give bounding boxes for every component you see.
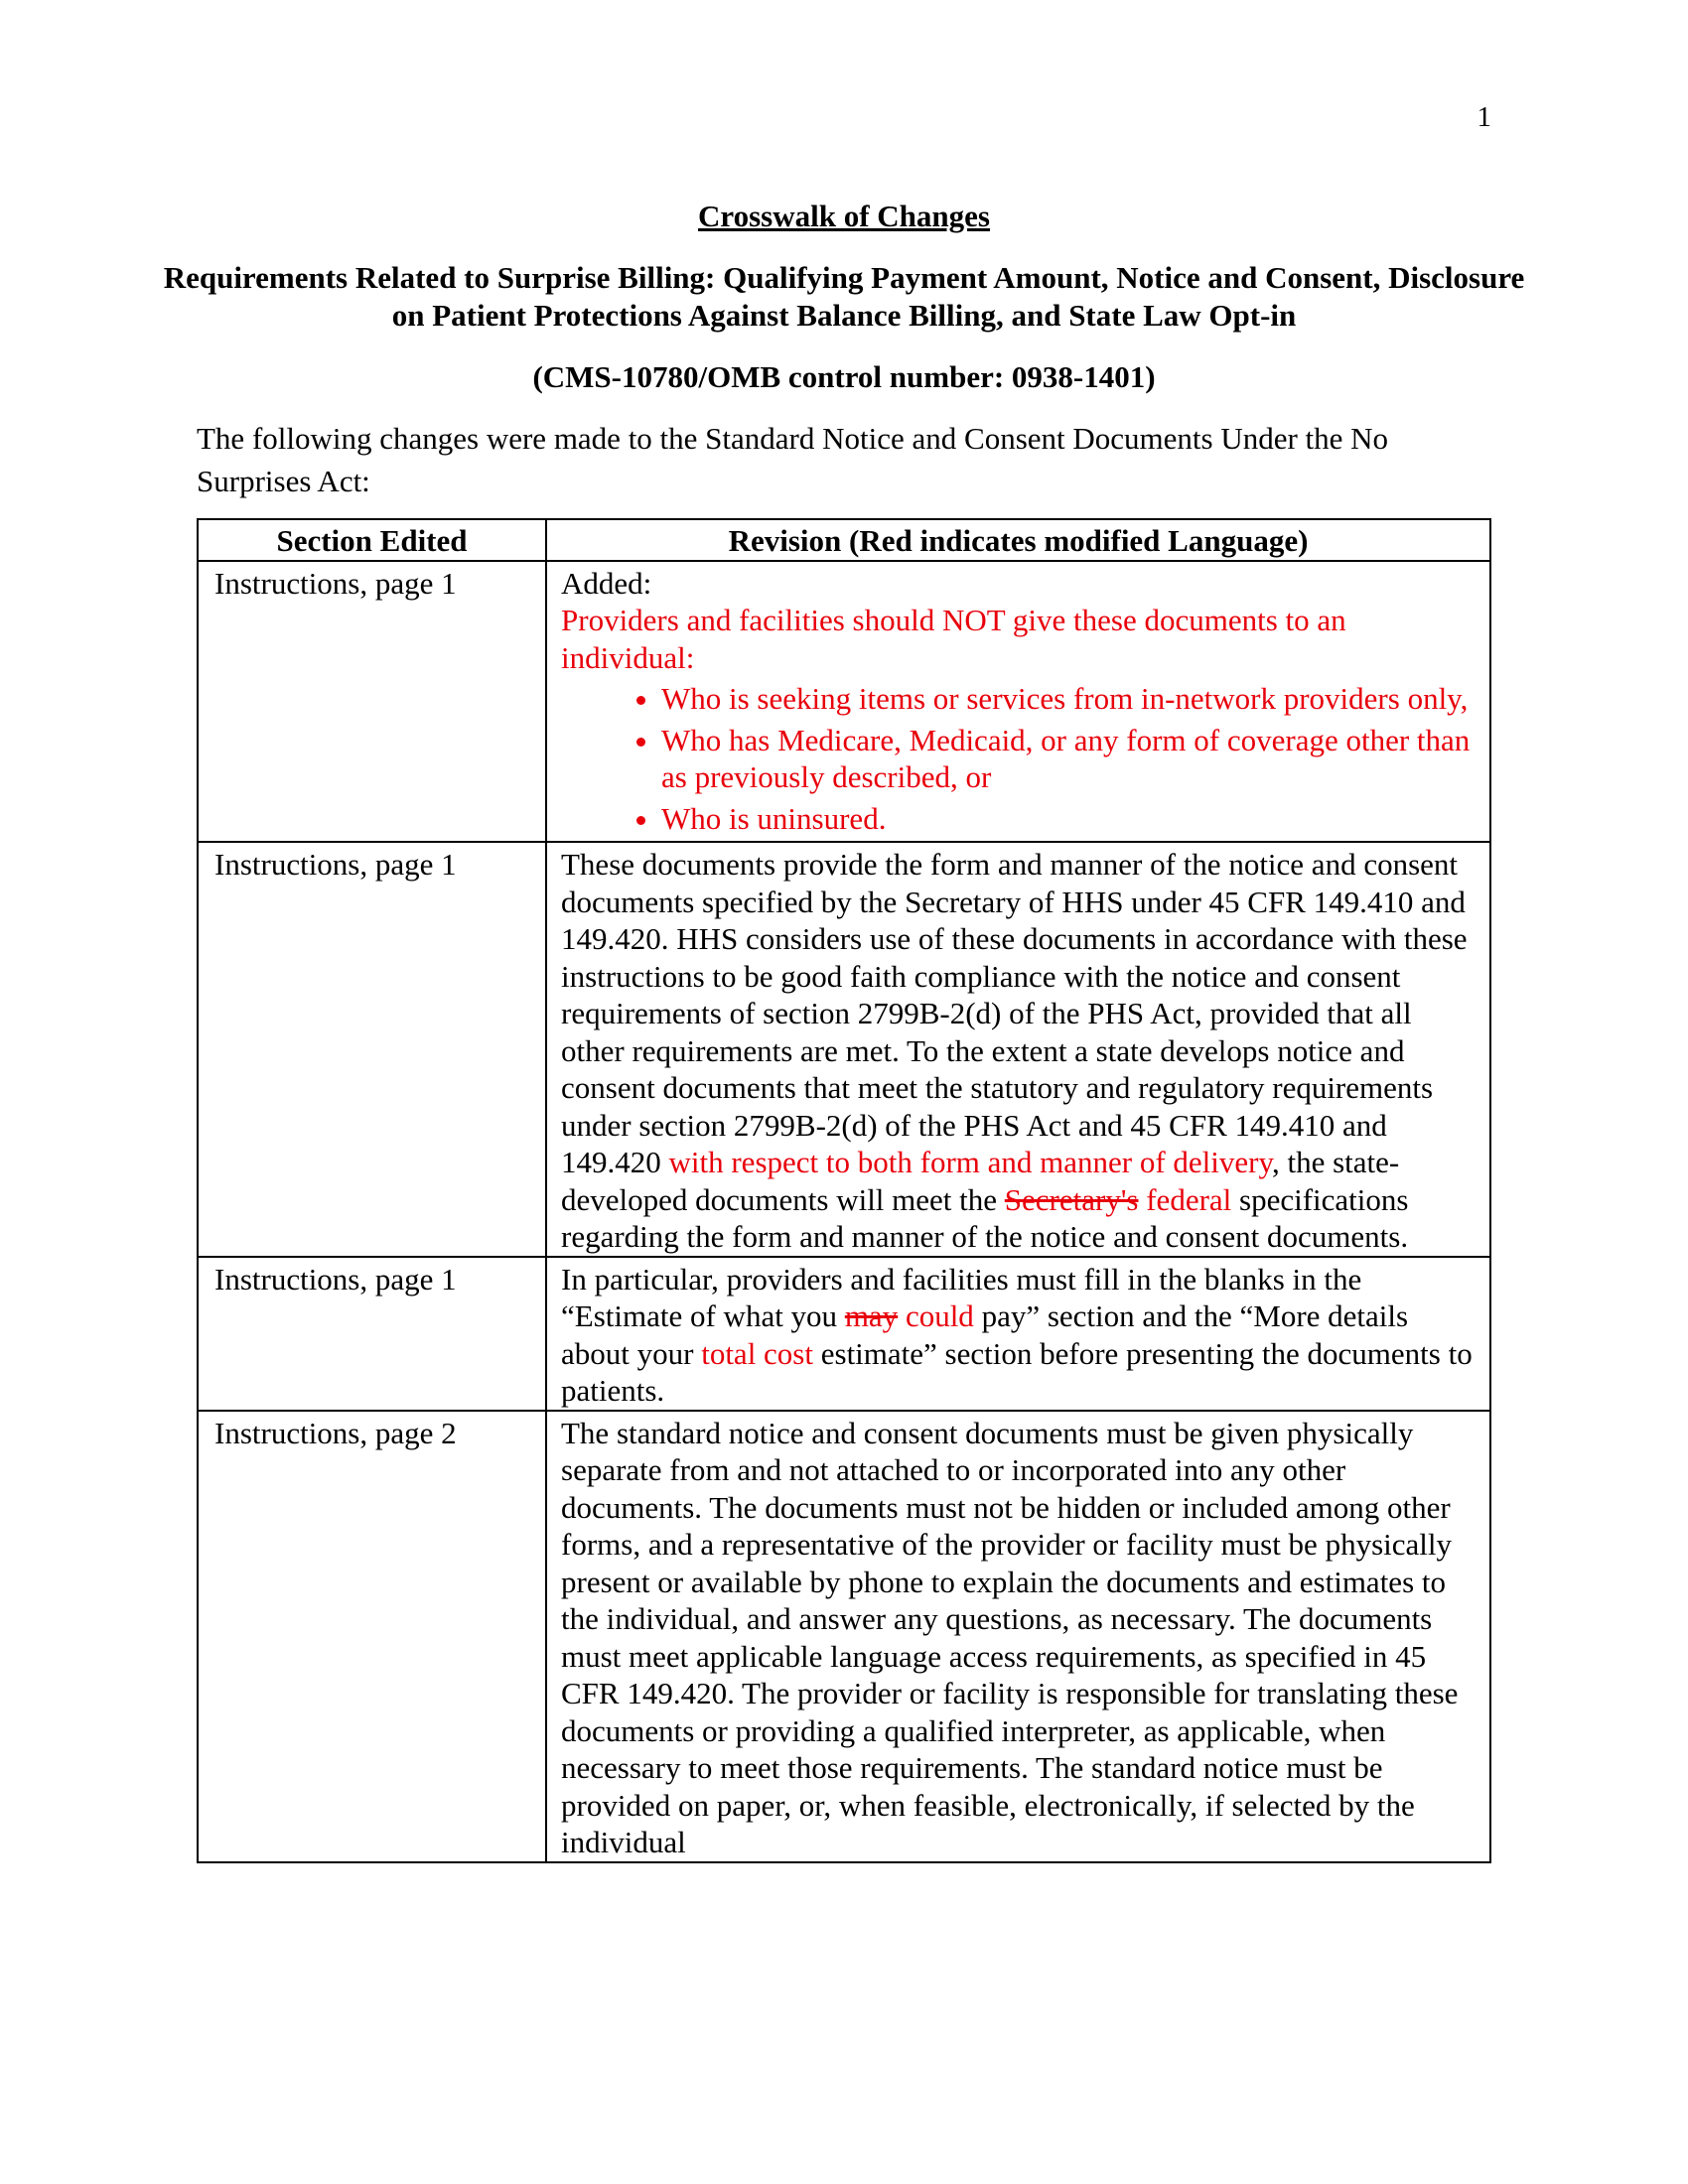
page-number: 1 [1477,101,1491,133]
added-bullet-list [561,680,1476,837]
added-text: Providers and facilities should NOT give these documents to an individual: [561,603,1346,675]
header-revision: Revision (Red indicates modified Language) [546,519,1490,561]
deleted-text: Secretary's [1004,1181,1139,1217]
revision-cell: The standard notice and consent documents must be given physically separate from and not attached to or incorporated into any other documents. The documents must not be hidden or included among other forms, and a representative of the provider or facility must be physically present or available by phone to explain the documents and estimates to the individual, and answer any questions, as necessary. The documents must meet applicable language access requirements, as specified in 45 CFR 149.420. The provider or facility is responsible for translating these documents or providing a qualified interpreter, as applicable, when necessary to meet those requirements. The standard notice must be provided on paper, or, when feasible, electronically, if selected by the individual [546,1411,1490,1862]
changes-table [197,518,1491,1863]
section-cell: Instructions, page 2 [198,1411,546,1862]
list-item: • Who is uninsured. [661,800,1476,838]
table-row [198,1411,1490,1862]
list-item: • Who has Medicare, Medicaid, or any form of coverage other than as previously described, or [661,722,1476,796]
document-subtitle: Requirements Related to Surprise Billing: Qualifying Payment Amount, Notice and Consent, Disclosure on Patient Protections Against Balance Billing, and State Law Opt-in [163,260,1525,333]
section-cell: Instructions, page 1 [198,561,546,843]
revision-text: estimate” section before presenting the documents to patients. [561,1335,1473,1408]
revision-text: In particular, providers and facilities must fill in the blanks in the “Estimate of what you [561,1261,1362,1333]
revision-text: specifications regarding the form and manner of the notice and consent documents. [561,1181,1409,1254]
added-text: could [905,1298,974,1333]
revision-text: pay” section and the “More details about your [561,1298,1409,1371]
table-row [198,842,1490,1257]
table-row [198,1257,1490,1411]
intro-paragraph: The following changes were made to the Standard Notice and Consent Documents Under the No Surprises Act: [197,421,1389,498]
header-section-edited: Section Edited [198,519,546,561]
added-text: with respect to both form and manner of delivery [668,1145,1272,1179]
revision-text: These documents provide the form and manner of the notice and consent documents specified by the Secretary of HHS under 45 CFR 149.410 and 149.420. HHS considers use of these documents in accordance with these instructions to be good faith compliance with the notice and consent requirements of section 2799B-2(d) of the PHS Act, provided that all other requirements are met. To the extent a state develops notice and consent documents that meet the statutory and regulatory requirements under section 2799B-2(d) of the PHS Act and 45 CFR 149.410 and 149.420 [561,847,1468,1179]
table-row [198,561,1490,843]
deleted-text: may [844,1298,899,1333]
control-number: (CMS-10780/OMB control number: 0938-1401) [532,359,1156,394]
document-title: Crosswalk of Changes [698,199,990,233]
list-item: • Who is seeking items or services from in-network providers only, [661,680,1476,718]
section-cell: Instructions, page 1 [198,842,546,1257]
added-text: total cost [701,1335,813,1371]
revision-cell [546,1257,1490,1411]
added-text: federal [1146,1181,1232,1217]
revision-cell [546,561,1490,843]
table-header-row [198,519,1490,561]
added-label: Added: [561,565,652,601]
revision-cell [546,842,1490,1257]
revision-text: , the state-developed documents will meet the [561,1145,1400,1217]
section-cell: Instructions, page 1 [198,1257,546,1411]
